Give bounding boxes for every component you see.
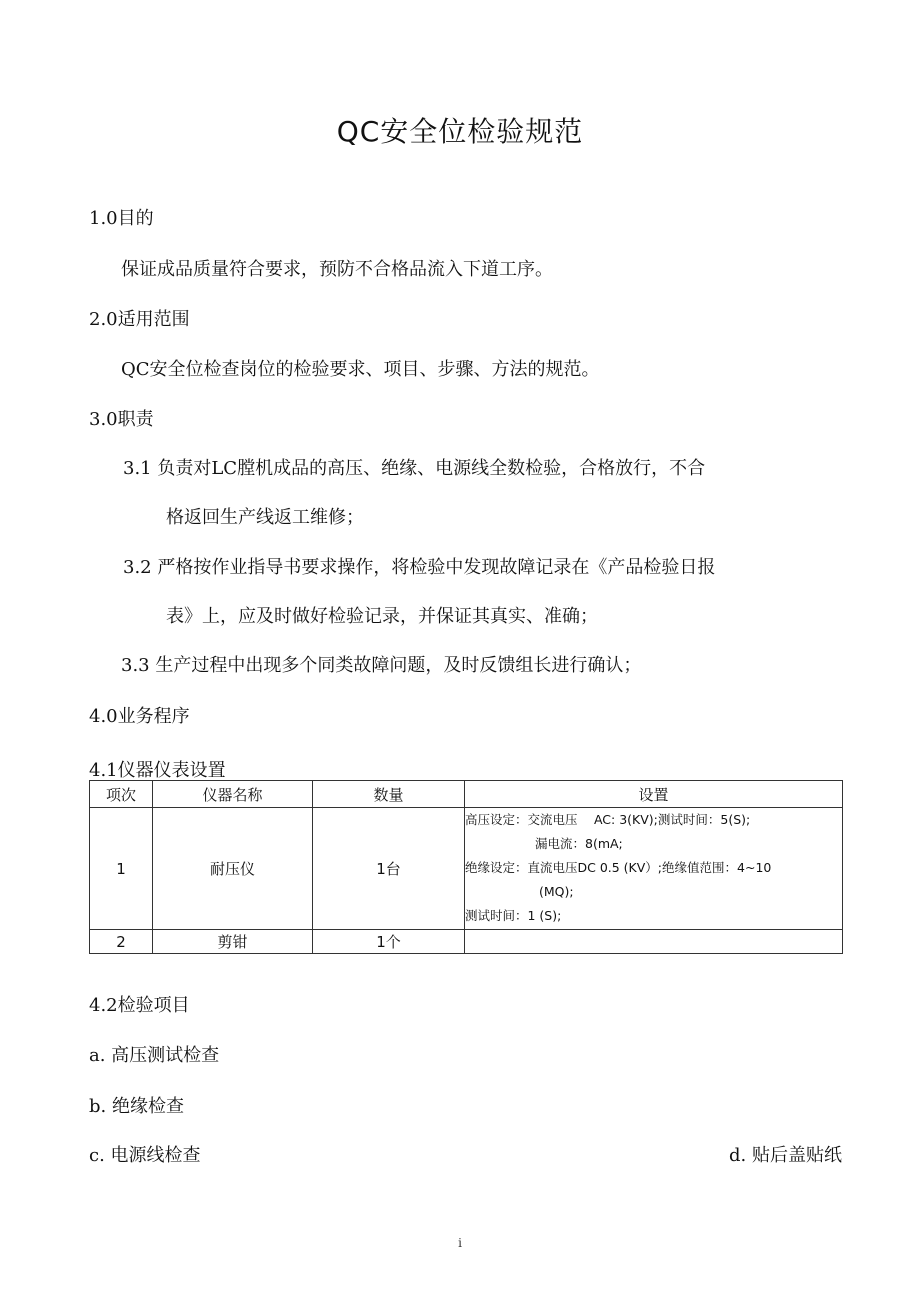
table-row xyxy=(90,930,843,954)
duty-3-2-line1: 3.2 严格按作业指导书要求操作，将检验中发现故障记录在《产品检验日报 xyxy=(123,557,716,578)
instrument-table xyxy=(89,780,843,954)
cell-item-no: 1 xyxy=(90,808,153,930)
check-item-d: d. 贴后盖贴纸 xyxy=(729,1145,842,1166)
check-item-b: b. 绝缘检查 xyxy=(89,1096,184,1117)
setting-line: 漏电流：8(mA; xyxy=(535,836,623,851)
col-header-quantity: 数量 xyxy=(313,781,465,808)
col-header-instrument-name: 仪器名称 xyxy=(153,781,313,808)
cell-settings xyxy=(465,808,843,930)
check-item-a: a. 高压测试检查 xyxy=(89,1045,220,1066)
setting-line: 绝缘设定：直流电压DC 0.5 (KV）;绝缘值范围：4~10 xyxy=(465,860,772,875)
page-title: QC安全位检验规范 xyxy=(336,115,584,148)
check-item-c: c. 电源线检查 xyxy=(89,1145,201,1166)
cell-settings xyxy=(465,930,843,954)
section-4-1-heading: 4.1仪器仪表设置 xyxy=(89,760,226,781)
duty-3-1-line2: 格返回生产线返工维修； xyxy=(166,507,364,528)
col-header-item-no: 项次 xyxy=(90,781,153,808)
section-1-heading: 1.0目的 xyxy=(89,208,154,229)
section-2-heading: 2.0适用范围 xyxy=(89,309,190,330)
table-row xyxy=(90,808,843,930)
cell-quantity: 1个 xyxy=(313,930,465,954)
section-4-heading: 4.0业务程序 xyxy=(89,706,190,727)
table-header-row xyxy=(90,781,843,808)
section-3-heading: 3.0职责 xyxy=(89,409,154,430)
section-2-body: QC安全位检查岗位的检验要求、项目、步骤、方法的规范。 xyxy=(121,359,600,380)
setting-line: 高压设定：交流电压 AC: 3(KV);测试时间：5(S); xyxy=(465,812,751,827)
section-4-2-heading: 4.2检验项目 xyxy=(89,995,190,1016)
section-1-body: 保证成品质量符合要求，预防不合格品流入下道工序。 xyxy=(121,259,553,280)
setting-line: 测试时间：1 (S); xyxy=(465,908,562,923)
cell-quantity: 1台 xyxy=(313,808,465,930)
cell-item-no: 2 xyxy=(90,930,153,954)
cell-instrument-name: 耐压仪 xyxy=(153,808,313,930)
duty-3-2-line2: 表》上，应及时做好检验记录，并保证其真实、准确； xyxy=(166,606,598,627)
col-header-settings: 设置 xyxy=(465,781,843,808)
cell-instrument-name: 剪钳 xyxy=(153,930,313,954)
duty-3-3: 3.3 生产过程中出现多个同类故障问题，及时反馈组长进行确认； xyxy=(121,655,642,676)
page-number: i xyxy=(458,1236,462,1250)
duty-3-1-line1: 3.1 负责对LC膛机成品的高压、绝缘、电源线全数检验，合格放行，不合 xyxy=(123,458,706,479)
setting-line: (MQ); xyxy=(539,884,574,899)
